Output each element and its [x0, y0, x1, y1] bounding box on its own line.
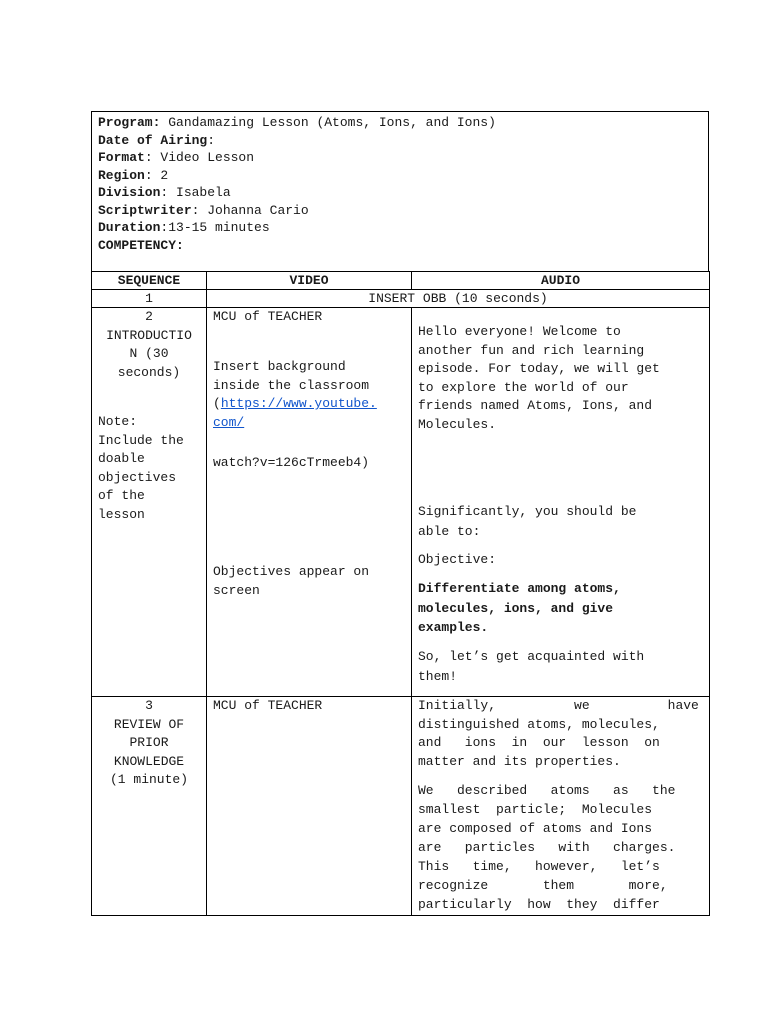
video-mcu-text: MCU of TEACHER [213, 698, 323, 713]
sequence-number: 1 [145, 291, 153, 306]
merged-cell [206, 289, 710, 308]
division-line: Division: Isabela [98, 185, 231, 200]
header-sequence: SEQUENCE [91, 271, 207, 290]
youtube-link-continued[interactable]: com/ [213, 414, 245, 430]
sequence-cell [91, 696, 207, 916]
audio-objective-statement: Differentiate among atoms, molecules, ions, and give examples. [418, 581, 621, 635]
region-line: Region: 2 [98, 167, 169, 183]
competency-line: COMPETENCY: [98, 237, 184, 253]
program-line: Program: Gandamazing Lesson (Atoms, Ions, and Ions) [98, 115, 496, 130]
audio-review-paragraph-2: We described atoms as the smallest particle; Molecules are composed of atoms and Ions are particles with charges. This time, however, let’s recognize them more, particularly how they differ [418, 783, 676, 912]
audio-review-paragraph-1: Initially, we have distinguished atoms, molecules, and ions in our lesson on matter and its properties. [418, 698, 699, 769]
scriptwriter-line: Scriptwriter: Johanna Cario [98, 202, 309, 218]
table-row [91, 696, 710, 916]
video-objectives-text: Objectives appear on screen [213, 564, 370, 598]
video-cell [206, 307, 412, 697]
audio-objective-label: Objective: [418, 552, 497, 567]
audio-cell [411, 307, 710, 697]
note-text: Note: Include the doable objectives of the lesson [98, 414, 184, 522]
youtube-link[interactable]: https://www.youtube. [220, 396, 377, 411]
format-line: Format: Video Lesson [98, 150, 255, 165]
insert-obb-text: INSERT OBB (10 seconds) [368, 291, 548, 306]
video-watch-text: watch?v=126cTrmeeb4) [213, 455, 370, 470]
script-header [91, 111, 709, 271]
sequence-label: 3 REVIEW OF PRIOR KNOWLEDGE (1 minute) [109, 698, 188, 787]
audio-hello-text: Hello everyone! Welcome to another fun and rich learning episode. For today, we will get to explore the world of our friends named Atoms, Ions, and Molecules. [418, 324, 660, 432]
sequence-label: 2 INTRODUCTIO N (30 seconds) [106, 309, 192, 380]
duration-line: Duration:13-15 minutes [98, 220, 270, 235]
audio-acquainted-text: So, let’s get acquainted with them! [418, 649, 645, 684]
sequence-cell [91, 289, 207, 308]
audio-cell [411, 696, 710, 916]
header-audio: AUDIO [411, 271, 710, 290]
video-cell [206, 696, 412, 916]
video-mcu-text: MCU of TEACHER [213, 309, 323, 324]
table-row [91, 307, 710, 697]
table-header-row [91, 271, 710, 290]
date-of-airing-line: Date of Airing: [98, 132, 216, 148]
header-video: VIDEO [206, 271, 412, 290]
audio-significantly-text: Significantly, you should be able to: [418, 504, 637, 539]
table-row [91, 289, 710, 308]
video-background-text: Insert background inside the classroom (https://www.youtube. com/ [213, 359, 377, 430]
sequence-cell [91, 307, 207, 697]
